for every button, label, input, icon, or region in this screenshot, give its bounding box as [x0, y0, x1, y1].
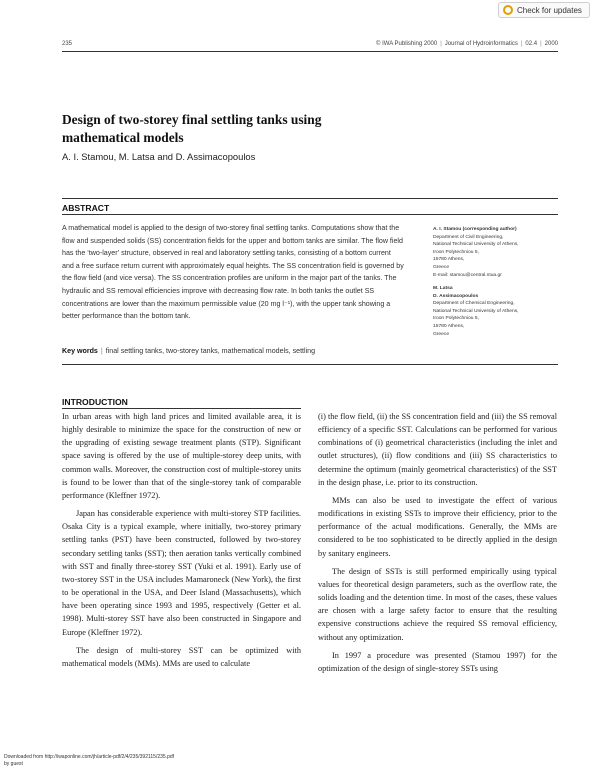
affiliation-line: Department of Chemical Engineering,: [433, 301, 515, 307]
affiliation-line: National Technical University of Athens,: [433, 308, 519, 314]
affiliation-line: D. Assimacopoulos: [433, 293, 479, 299]
affiliation-line: Iroon Polytechniou 5,: [433, 249, 479, 255]
affiliation-line: 15780 Athens,: [433, 323, 465, 329]
paragraph: In urban areas with high land prices and limited available area, it is highly desirable to minimize the space for the construction of new or the upgrading of existing sewage treatment plants (STP). Significant space saving is offered by the use of multiple-storey deep units, with common walls. Moreover, the construction cost of multiple-storey units is found to be lower than that of the single-storey tank of comparable performance (Kleffner 1972).: [62, 412, 301, 500]
update-icon: [503, 5, 513, 15]
affiliation-2: [433, 285, 573, 338]
keywords-list: final settling tanks, two-storey tanks, mathematical models, settling: [105, 347, 316, 355]
keywords: Key words | final settling tanks, two-storey tanks, mathematical models, settling: [62, 347, 316, 355]
introduction-rule: [62, 408, 301, 409]
download-footer: [4, 754, 174, 767]
abstract-heading: ABSTRACT: [62, 203, 110, 213]
body-column-left: [62, 410, 301, 670]
affiliation-line: Iroon Polytechniou 5,: [433, 316, 479, 322]
affiliation-line: Greece: [433, 331, 450, 337]
journal-name: Journal of Hydroinformatics: [444, 41, 518, 47]
abstract-text: A mathematical model is applied to the design of two-storey final settling tanks. Computations show that the flow and suspended solids (SS) concentration fields for the upper and bottom tanks are similar. The flow field has the ‘two-layer’ structure, observed in real and laboratory settling tanks, consisting of a bottom current and a free surface return current with approximately equal heights. The SS concentration field is governed by the flow field (and vice versa). The SS concentration profiles are uniform in the major part of the tanks. The hydraulic and SS removal efficiencies improve with decreasing flow rate. In both tanks the outlet SS concentrations are lower than the maximum permissible value (20 mg l⁻¹), with the upper tank showing a better performance than the bottom tank.: [62, 224, 404, 321]
paragraph: Japan has considerable experience with multi-storey STP facilities. Osaka City is a typical example, where initially, two-storey primary settling tanks (PST) have been constructed, followed by two-storey secondary settling tanks (SST); then aeration tanks vertically combined with SST and finally three-storey SST (Yuki et al. 1991). Early use of two-storey SST in the USA includes Mamaroneck (New York), the first to be operational in the USA, and Deer Island (Massachusetts), which have been operating since 1993 and 1995, respectively (Getter et al. 1998). Multi-storey SST have also been constructed in Singapore and Europe (Kleffner 1972).: [62, 509, 301, 637]
abstract-bottom-rule: [62, 364, 558, 365]
issue: 02.4: [525, 41, 538, 47]
affiliation-line: 15780 Athens,: [433, 257, 465, 263]
year: 2000: [544, 41, 558, 47]
affiliation-1: [433, 226, 573, 279]
affiliation-email: E-mail: stamou@central.ntua.gr: [433, 272, 502, 278]
keywords-label: Key words: [62, 347, 98, 355]
paragraph: The design of multi-storey SST can be optimized with mathematical models (MMs). MMs are used to calculate: [62, 645, 301, 668]
paragraph: The design of SSTs is still performed empirically using typical values for theoretical design parameters, such as the overflow rate, the solids loading and the detention time. In most of the cases, these values are chosen with a large safety factor to ensure that the resulting expensive constructions achieve the required SS removal efficiency, without any optimization.: [318, 566, 557, 642]
affiliation-line: A. I. Stamou (corresponding author): [433, 227, 517, 232]
header-rule: [62, 51, 558, 52]
affiliation-line: M. Latsa: [433, 286, 453, 291]
affiliation-line: National Technical University of Athens,: [433, 242, 519, 248]
paragraph: (i) the flow field, (ii) the SS concentration field and (iii) the SS removal efficiency of a specific SST. Calculations can be performed for various combinations of (i) geometrical characteristics (including the inlet and outlet structures), (ii) flow conditions and (iii) SS characteristics to determine the optimum (mainly geometrical characteristics) of the SST in the design phase, i.e. prior to its construction.: [318, 412, 557, 487]
body-column-right: [318, 410, 557, 675]
publisher: © IWA Publishing 2000: [376, 41, 438, 47]
running-header: © IWA Publishing 2000 | Journal of Hydroinformatics | 02.4 | 2000: [376, 41, 558, 47]
introduction-heading: INTRODUCTION: [62, 397, 128, 407]
page-number: 235: [62, 41, 73, 47]
download-by: by guest: [4, 760, 23, 767]
abstract-heading-rule: [62, 214, 558, 215]
download-link[interactable]: Downloaded from http://iwaponline.com/jh/article-pdf/2/4/235/392115/235.pdf: [4, 754, 175, 760]
paragraph: MMs can also be used to investigate the effect of various modifications in existing SSTs to improve their efficiency, prior to the performance of the actual modifications. Generally, the MMs are considered to be too sophisticated to be directly applied in the design by sanitary engineers.: [318, 495, 557, 558]
affiliation-line: Greece: [433, 264, 450, 270]
abstract-top-rule: [62, 198, 558, 199]
paragraph: In 1997 a procedure was presented (Stamou 1997) for the optimization of the design of single-storey SSTs using: [318, 650, 557, 673]
check-for-updates-label: Check for updates: [517, 5, 582, 15]
affiliation-line: Department of Civil Engineering,: [433, 234, 504, 240]
article-authors: A. I. Stamou, M. Latsa and D. Assimacopoulos: [62, 151, 256, 162]
article-title: Design of two-storey final settling tanks using mathematical models: [62, 112, 322, 145]
check-for-updates-button[interactable]: [498, 2, 590, 18]
